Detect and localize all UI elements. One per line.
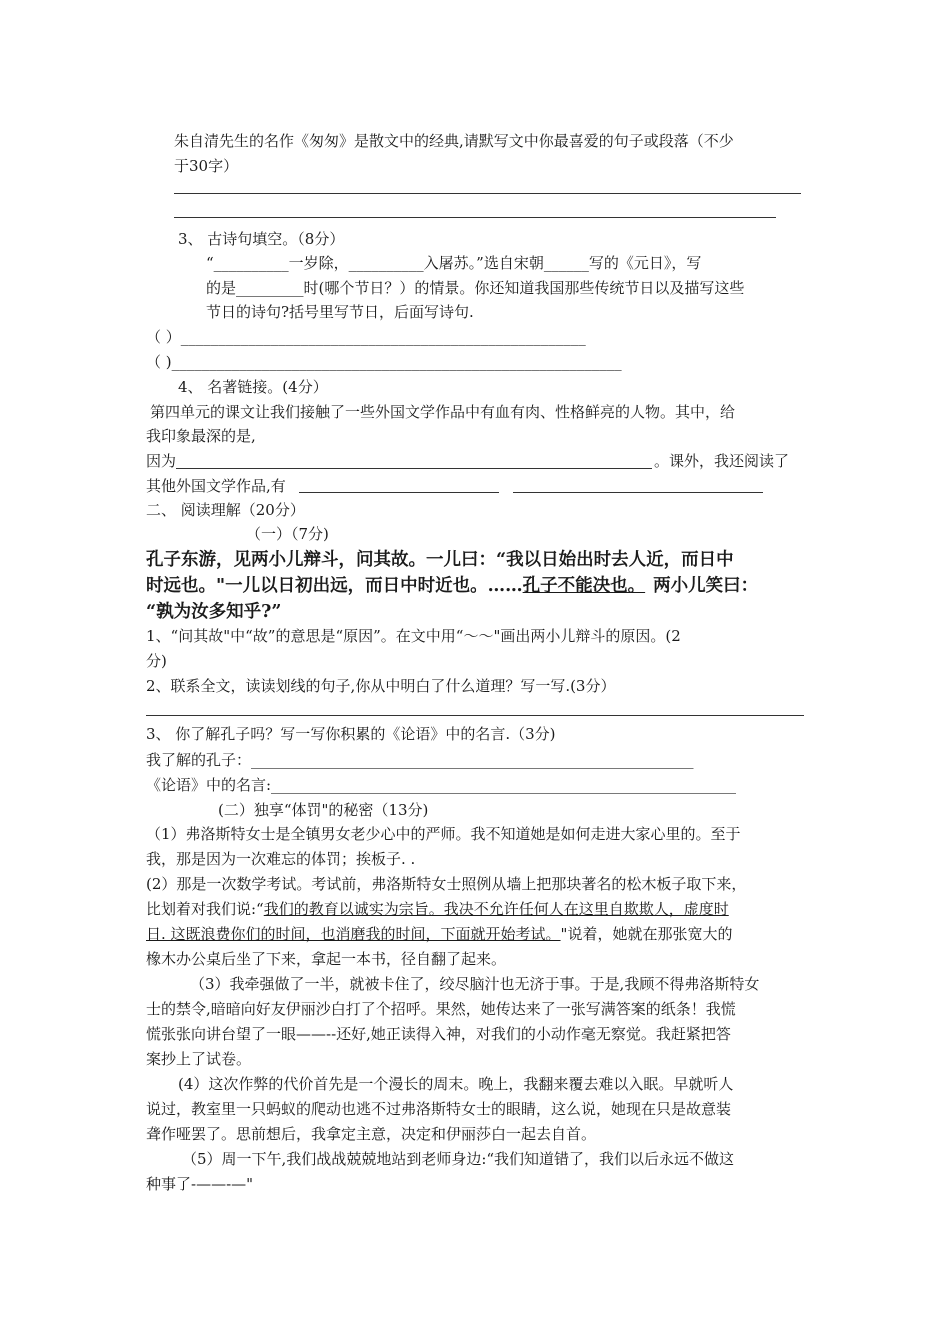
- text-line: 于30字）: [174, 157, 239, 175]
- text-line: 我印象最深的是,: [146, 427, 256, 445]
- passage-line: 说过，教室里一只蚂蚁的爬动也逃不过弗洛斯特女士的眼睛，这么说，她现在只是故意装: [146, 1100, 732, 1118]
- text-line: 。课外，我还阅读了: [654, 452, 790, 470]
- passage-line: (2）那是一次数学考试。考试前，弗洛斯特女士照例从墙上把那块著名的松木板子取下来，: [146, 875, 747, 893]
- text-line: 因为: [146, 452, 177, 470]
- underlined-sentence: 孔子不能决也。: [522, 576, 646, 596]
- passage-line: [146, 924, 732, 944]
- passage-line: 慌张张向讲台望了一眼——--还好,她正读得入神，对我们的小动作毫无察觉。我赶紧把答: [146, 1025, 731, 1043]
- text-line: 的是_________时(哪个节日？）的情景。你还知道我国那些传统节日以及描写这些: [206, 279, 745, 297]
- classical-text: [146, 574, 758, 598]
- passage-line: （5）周一下午,我们战战兢兢地站到老师身边:“我们知道错了，我们以后永远不做这: [182, 1150, 735, 1168]
- passage-line: （1）弗洛斯特女士是全镇男女老少心中的严师。我不知道她是如何走进大家心里的。至于: [146, 825, 741, 843]
- text-line: “__________一岁除，__________入屠苏。”选自宋朝______写的《元日》，写: [206, 254, 702, 272]
- classical-text: 孔子东游，见两小儿辩斗，问其故。一儿曰：“我以日始出时去人近，而日中: [146, 550, 734, 570]
- underlined-sentence: 日. 这既浪费你们的时间，也消磨我的时间，下面就开始考试。: [146, 925, 561, 943]
- section-heading: 二、 阅读理解（20分）: [146, 501, 305, 519]
- passage-text: 比划着对我们说:“: [146, 900, 264, 918]
- fill-line: （ ）______________________________________________________: [146, 328, 586, 346]
- fill-line: 《论语》中的名言:______________________________________________________________: [146, 776, 737, 794]
- classical-text-part: 时远也。"一儿以日初出远，而日中时近也。……: [146, 576, 523, 596]
- subsection-heading: （一）（7分): [246, 525, 329, 543]
- answer-line: [299, 492, 499, 493]
- underlined-sentence: 我们的教育以诚实为宗旨。我决不允许任何人在这里自欺欺人，虚度时: [263, 900, 729, 918]
- classical-text: “孰为汝多知乎?”: [146, 602, 282, 622]
- text-line: 第四单元的课文让我们接触了一些外国文学作品中有血有肉、性格鲜亮的人物。其中，给: [150, 403, 736, 421]
- answer-line: [146, 715, 804, 716]
- text-line: 朱自清先生的名作《匆匆》是散文中的经典,请默写文中你最喜爱的句子或段落（不少: [174, 132, 734, 150]
- answer-line: [174, 217, 776, 218]
- passage-line: 士的禁令,暗暗向好友伊丽沙白打了个招呼。果然，她传达来了一张写满答案的纸条！我慌: [146, 1000, 736, 1018]
- question-heading: 3、 古诗句填空。（8分）: [178, 230, 345, 248]
- passage-line: 我，那是因为一次难忘的体罚；挨板子. .: [146, 850, 416, 868]
- answer-line: [176, 468, 652, 469]
- passage-line: 橡木办公桌后坐了下来，拿起一本书，径自翻了起来。: [146, 950, 507, 968]
- passage-line: 种事了-——-—": [146, 1175, 254, 1193]
- answer-line: [513, 492, 763, 493]
- answer-line: [174, 193, 801, 194]
- question-text: 分): [146, 652, 167, 670]
- text-line: 节日的诗句?括号里写节日，后面写诗句.: [206, 303, 474, 321]
- question-heading: 4、 名著链接。(4分）: [178, 378, 328, 396]
- subsection-heading: (二）独享“体罚"的秘密（13分): [218, 801, 429, 819]
- fill-line: 我了解的孔子：___________________________________________________________: [146, 751, 694, 769]
- passage-line: 案抄上了试卷。: [146, 1050, 252, 1068]
- passage-line: (4）这次作弊的代价首先是一个漫长的周末。晚上，我翻来覆去难以入眠。早就听人: [178, 1075, 734, 1093]
- passage-line: [146, 899, 729, 919]
- passage-line: 聋作哑罢了。思前想后，我拿定主意，决定和伊丽莎白一起去自首。: [146, 1125, 597, 1143]
- text-line: 其他外国文学作品,有: [146, 477, 286, 495]
- classical-text-part: 两小儿笑曰：: [653, 576, 759, 596]
- question-text: 1、“问其故"中“故”的意思是“原因”。在文中用“～～"画出两小儿辩斗的原因。(2: [146, 627, 681, 645]
- question-text: 2、联系全文，读读划线的句子,你从中明白了什么道理？写一写.(3分）: [146, 677, 616, 695]
- passage-text: "说着，她就在那张宽大的: [560, 925, 733, 943]
- fill-line: （ )____________________________________________________________: [146, 353, 622, 371]
- question-text: 3、 你了解孔子吗？写一写你积累的《论语》中的名言.（3分): [146, 725, 556, 743]
- passage-line: （3）我牵强做了一半，就被卡住了，绞尽脑汁也无济于事。于是,我顾不得弗洛斯特女: [190, 975, 760, 993]
